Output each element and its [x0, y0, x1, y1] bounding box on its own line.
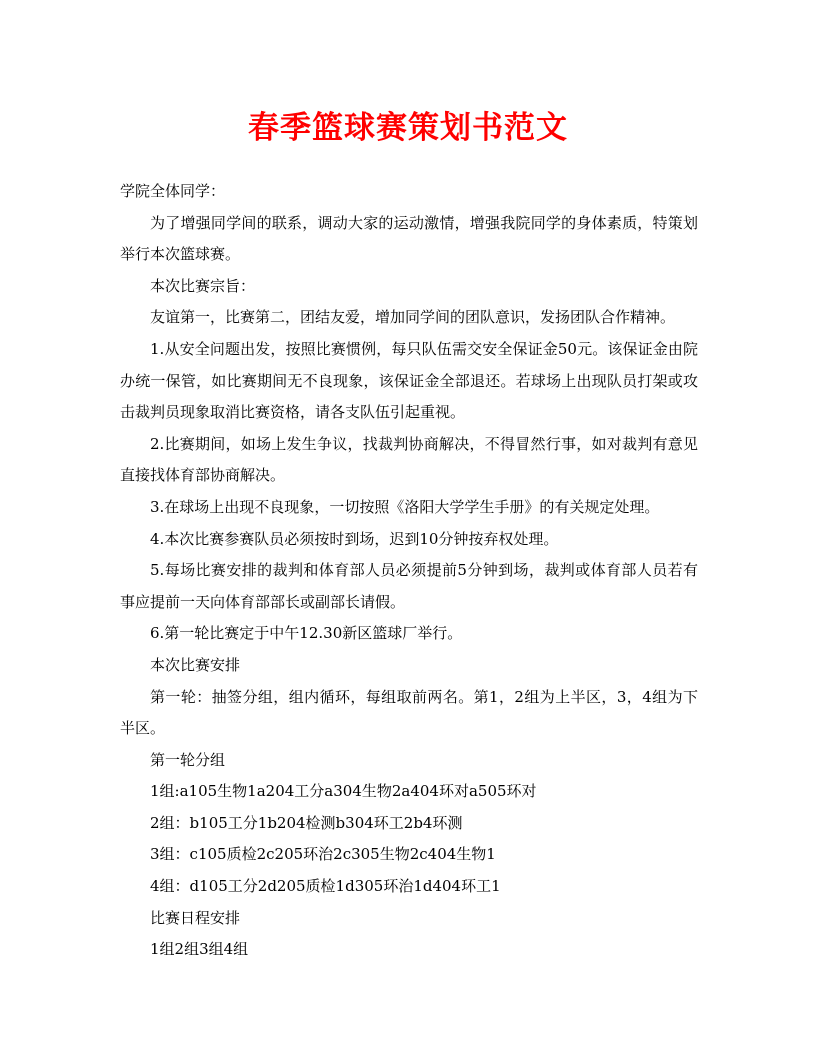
paragraph: 1.从安全问题出发，按照比赛惯例，每只队伍需交安全保证金50元。该保证金由院办统一保管，如比赛期间无不良现象，该保证金全部退还。若球场上出现队员打架或攻击裁判员现象取消比赛资格，请各支队伍引起重视。 [120, 339, 698, 422]
paragraph: 6.第一轮比赛定于中午12.30新区篮球厂举行。 [150, 624, 463, 643]
document-body [120, 176, 698, 966]
paragraph: 友谊第一，比赛第二，团结友爱，增加同学间的团队意识，发扬团队合作精神。 [150, 308, 676, 327]
paragraph: 5.每场比赛安排的裁判和体育部人员必须提前5分钟到场，裁判或体育部人员若有事应提前一天向体育部部长或副部长请假。 [120, 561, 698, 611]
paragraph: 1组:a105生物1a204工分a304生物2a404环对a505环对 [150, 782, 537, 801]
paragraph: 2.比赛期间，如场上发生争议，找裁判协商解决，不得冒然行事，如对裁判有意见直接找体育部协商解决。 [120, 434, 698, 485]
paragraph: 第一轮分组 [150, 750, 226, 769]
paragraph: 3组：c105质检2c205环治2c305生物2c404生物1 [150, 845, 496, 864]
paragraph: 1组2组3组4组 [150, 940, 249, 959]
document-title: 春季篮球赛策划书范文 [248, 110, 568, 146]
paragraph: 为了增强同学间的联系，调动大家的运动激情，增强我院同学的身体素质，特策划举行本次篮球赛。 [120, 213, 698, 264]
paragraph: 第一轮：抽签分组，组内循环，每组取前两名。第1，2组为上半区，3，4组为下半区。 [120, 687, 698, 738]
paragraph: 本次比赛安排 [150, 655, 241, 674]
paragraph: 2组：b105工分1b204检测b304环工2b4环测 [150, 813, 463, 832]
paragraph: 4.本次比赛参赛队员必须按时到场，迟到10分钟按弃权处理。 [150, 529, 559, 548]
paragraph: 3.在球场上出现不良现象，一切按照《洛阳大学学生手册》的有关规定处理。 [150, 497, 660, 516]
paragraph: 4组：d105工分2d205质检1d305环治1d404环工1 [150, 877, 501, 896]
paragraph: 学院全体同学： [120, 182, 226, 200]
paragraph: 比赛日程安排 [150, 908, 241, 927]
paragraph: 本次比赛宗旨： [150, 276, 256, 295]
